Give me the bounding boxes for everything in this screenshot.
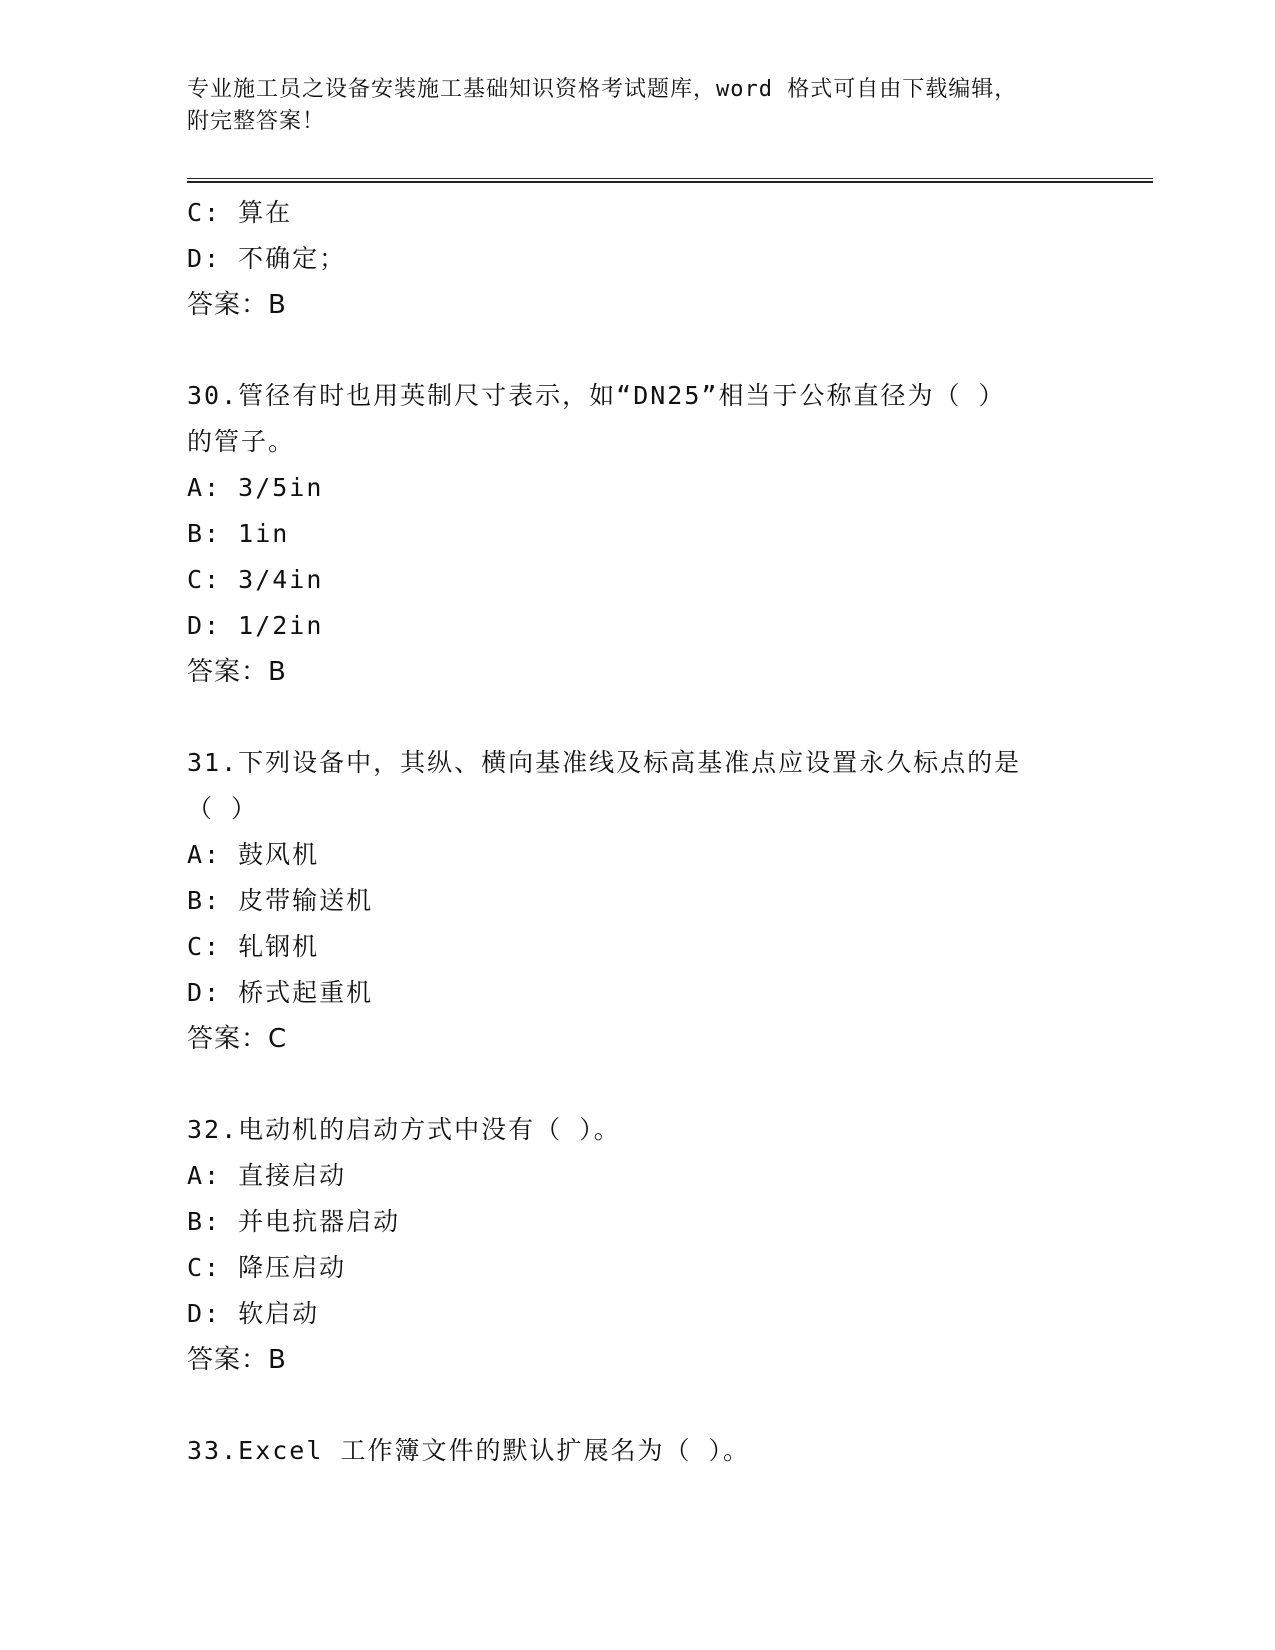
question-stem: 33.Excel 工作簿文件的默认扩展名为（ ）。 <box>187 1436 751 1465</box>
question-stem: 30.管径有时也用英制尺寸表示，如“DN25”相当于公称直径为（ ） <box>187 381 1006 410</box>
header-divider-thick <box>187 181 1153 183</box>
option-c: C: 3/4in <box>187 565 324 594</box>
option-b: B: 并电抗器启动 <box>187 1207 401 1236</box>
option-d: D: 桥式起重机 <box>187 978 374 1007</box>
option-c: C: 轧钢机 <box>187 932 320 961</box>
option-d: D: 不确定； <box>187 244 347 273</box>
answer-line: 答案：B <box>187 657 287 687</box>
option-a: A: 直接启动 <box>187 1161 347 1190</box>
option-d: D: 1/2in <box>187 611 324 640</box>
answer-line: 答案：C <box>187 1024 288 1054</box>
document-header <box>187 74 1067 138</box>
question-30 <box>187 373 1087 695</box>
question-33 <box>187 1428 1087 1474</box>
option-b: B: 1in <box>187 519 290 548</box>
question-stem: （ ） <box>187 794 259 823</box>
option-a: A: 3/5in <box>187 473 324 502</box>
option-c: C: 算在 <box>187 198 293 227</box>
option-d: D: 软启动 <box>187 1299 320 1328</box>
question-list <box>187 190 1087 1474</box>
question-stem: 31.下列设备中，其纵、横向基准线及标高基准点应设置永久标点的是 <box>187 748 1022 777</box>
answer-line: 答案：B <box>187 290 287 320</box>
question-31 <box>187 740 1087 1062</box>
question-stem: 的管子。 <box>187 427 296 456</box>
question-29-tail <box>187 190 1087 328</box>
option-c: C: 降压启动 <box>187 1253 347 1282</box>
answer-line: 答案：B <box>187 1345 287 1375</box>
header-line-2: 附完整答案！ <box>187 109 326 134</box>
option-a: A: 鼓风机 <box>187 840 320 869</box>
header-line-1: 专业施工员之设备安装施工基础知识资格考试题库，word 格式可自由下载编辑， <box>187 77 1018 102</box>
option-b: B: 皮带输送机 <box>187 886 374 915</box>
header-divider-thin <box>187 178 1153 179</box>
question-stem: 32.电动机的启动方式中没有（ ）。 <box>187 1115 621 1144</box>
question-32 <box>187 1107 1087 1383</box>
